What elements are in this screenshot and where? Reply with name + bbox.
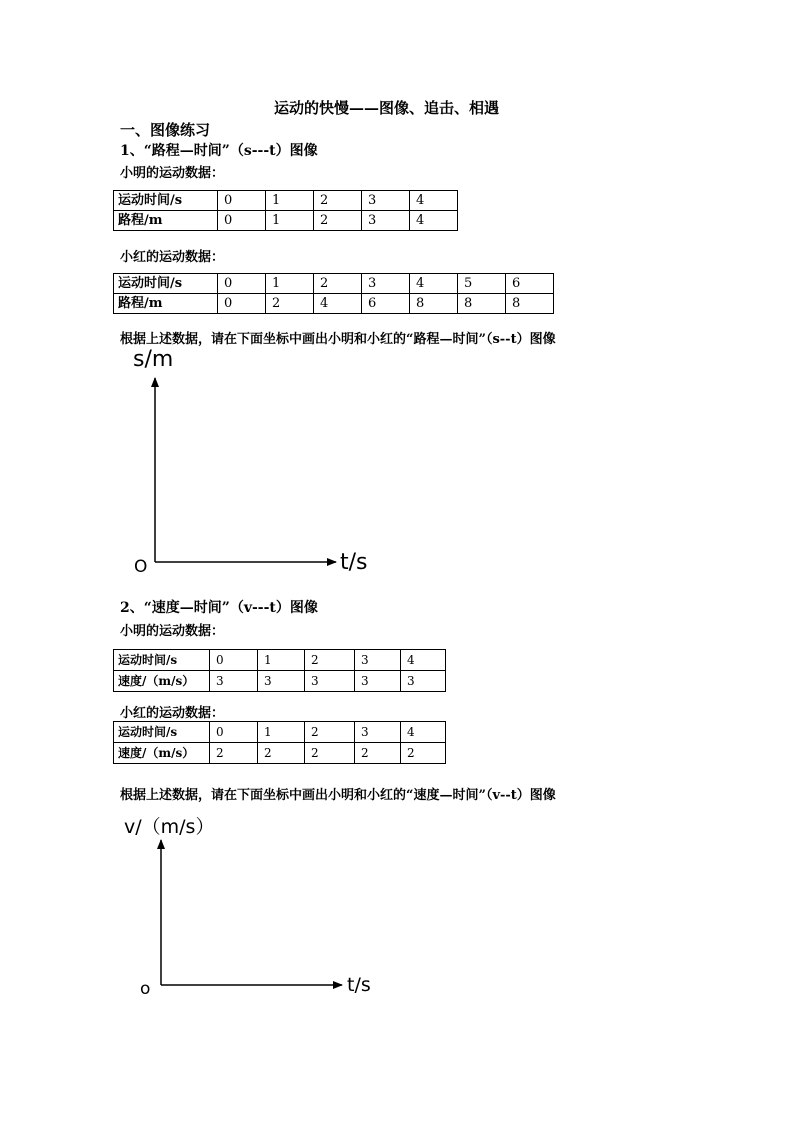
row-label-speed: 速度/（m/s） xyxy=(114,743,210,764)
ming-caption-2: 小明的运动数据： xyxy=(120,624,225,639)
instruction-2: 根据上述数据，请在下面坐标中画出小明和小红的“速度—时间”（v--t）图像 xyxy=(120,788,556,803)
table-cell: 5 xyxy=(458,274,506,294)
table-row xyxy=(114,650,446,671)
table-cell: 0 xyxy=(218,191,266,211)
table-cell: 8 xyxy=(410,294,458,314)
table-cell: 1 xyxy=(258,722,305,743)
table-cell: 2 xyxy=(210,743,258,764)
table-cell: 1 xyxy=(266,211,314,231)
table-cell: 4 xyxy=(401,650,446,671)
origin-label: O xyxy=(134,557,148,577)
ming-caption-1: 小明的运动数据： xyxy=(120,166,225,181)
row-label-time: 运动时间/s xyxy=(114,274,218,294)
table-cell: 3 xyxy=(362,274,410,294)
table-cell: 0 xyxy=(218,211,266,231)
document-title: 运动的快慢——图像、追击、相遇 xyxy=(274,99,500,117)
ming-speed-table xyxy=(113,649,446,692)
table-cell: 4 xyxy=(410,274,458,294)
st-graph-axes xyxy=(120,340,400,580)
table-cell: 4 xyxy=(410,211,458,231)
hong-distance-table xyxy=(113,273,554,314)
table-cell: 2 xyxy=(314,191,362,211)
table-cell: 2 xyxy=(401,743,446,764)
row-label-time: 运动时间/s xyxy=(114,191,218,211)
row-label-time: 运动时间/s xyxy=(114,722,210,743)
table-row xyxy=(114,743,446,764)
table-cell: 2 xyxy=(355,743,401,764)
row-label-speed: 速度/（m/s） xyxy=(114,671,210,692)
x-axis-label: t/s xyxy=(340,550,368,575)
table-cell: 3 xyxy=(305,671,355,692)
part2-heading: 2、“速度—时间”（v---t）图像 xyxy=(120,600,318,616)
table-row xyxy=(114,722,446,743)
table-cell: 2 xyxy=(314,211,362,231)
hong-speed-table xyxy=(113,721,446,764)
y-axis-label: v/（m/s） xyxy=(124,816,215,838)
table-cell: 0 xyxy=(210,650,258,671)
table-cell: 3 xyxy=(355,722,401,743)
table-cell: 3 xyxy=(355,671,401,692)
table-cell: 6 xyxy=(506,274,554,294)
table-cell: 6 xyxy=(362,294,410,314)
y-axis-label: s/m xyxy=(133,347,174,372)
table-cell: 2 xyxy=(305,722,355,743)
table-cell: 0 xyxy=(218,274,266,294)
part1-heading: 1、“路程—时间”（s---t）图像 xyxy=(120,143,318,159)
table-row xyxy=(114,191,458,211)
table-cell: 2 xyxy=(314,274,362,294)
table-cell: 3 xyxy=(362,211,410,231)
hong-caption-2: 小红的运动数据： xyxy=(120,706,225,721)
table-cell: 8 xyxy=(458,294,506,314)
table-cell: 1 xyxy=(266,274,314,294)
table-cell: 0 xyxy=(210,722,258,743)
table-cell: 0 xyxy=(218,294,266,314)
table-cell: 2 xyxy=(258,743,305,764)
origin-label: o xyxy=(140,979,151,999)
table-cell: 3 xyxy=(210,671,258,692)
x-axis-label: t/s xyxy=(347,974,371,996)
table-cell: 3 xyxy=(401,671,446,692)
table-cell: 1 xyxy=(266,191,314,211)
row-label-time: 运动时间/s xyxy=(114,650,210,671)
table-cell: 8 xyxy=(506,294,554,314)
vt-graph-axes xyxy=(120,805,400,1005)
table-cell: 4 xyxy=(314,294,362,314)
table-cell: 3 xyxy=(355,650,401,671)
table-row xyxy=(114,211,458,231)
row-label-distance: 路程/m xyxy=(114,294,218,314)
instruction-1: 根据上述数据，请在下面坐标中画出小明和小红的“路程—时间”（s--t）图像 xyxy=(120,332,556,347)
table-row xyxy=(114,294,554,314)
table-row xyxy=(114,274,554,294)
hong-caption-1: 小红的运动数据： xyxy=(120,250,225,265)
table-cell: 3 xyxy=(258,671,305,692)
table-cell: 4 xyxy=(401,722,446,743)
table-cell: 2 xyxy=(305,650,355,671)
table-cell: 1 xyxy=(258,650,305,671)
row-label-distance: 路程/m xyxy=(114,211,218,231)
table-cell: 4 xyxy=(410,191,458,211)
table-cell: 2 xyxy=(305,743,355,764)
section-heading: 一、图像练习 xyxy=(120,121,211,139)
table-cell: 2 xyxy=(266,294,314,314)
ming-distance-table xyxy=(113,190,458,231)
table-cell: 3 xyxy=(362,191,410,211)
table-row xyxy=(114,671,446,692)
